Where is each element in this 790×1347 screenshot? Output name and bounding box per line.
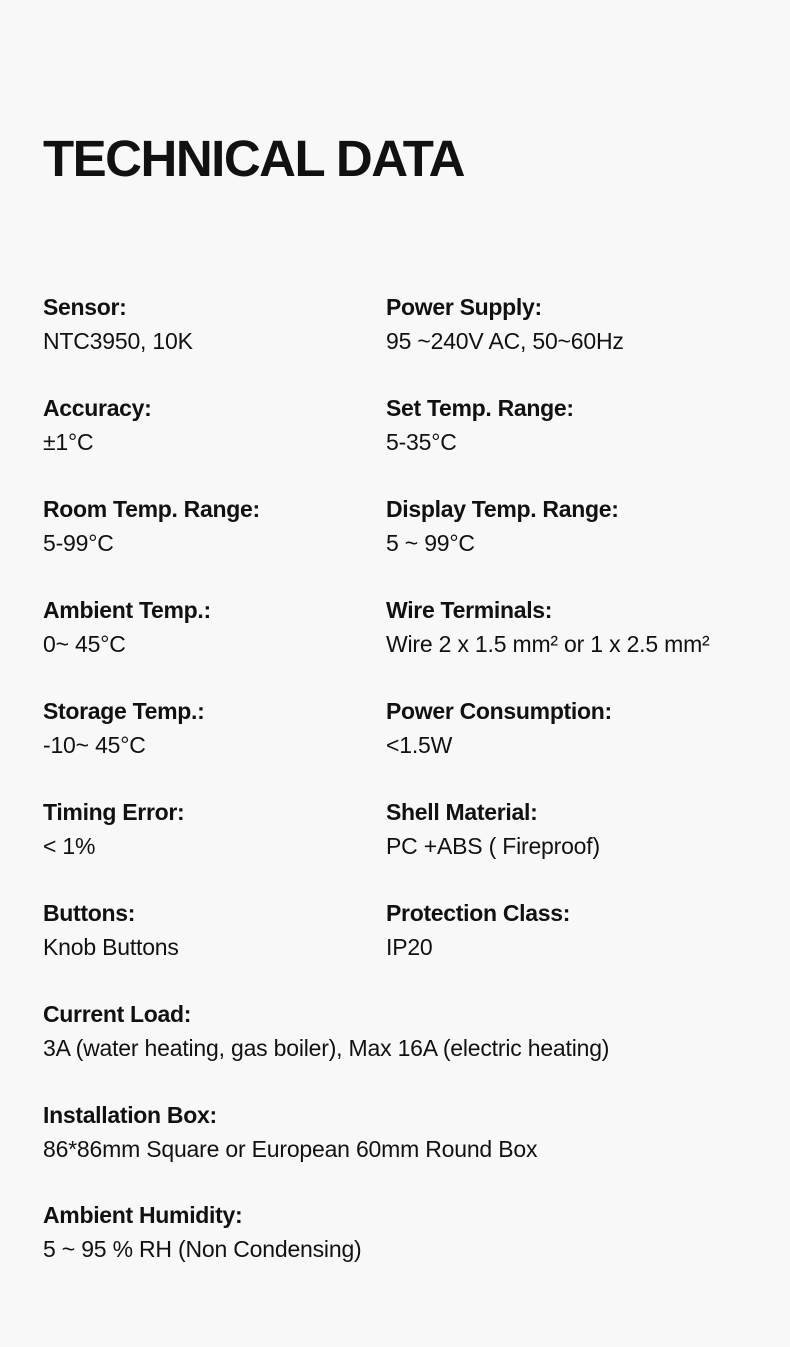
spec-label: Installation Box: xyxy=(43,1102,217,1128)
spec-label: Storage Temp.: xyxy=(43,698,205,724)
spec-value: 86*86mm Square or European 60mm Round Box xyxy=(43,1136,538,1162)
spec-label: Timing Error: xyxy=(43,799,185,825)
spec-room-temp-range xyxy=(43,493,386,594)
spec-label: Display Temp. Range: xyxy=(386,496,619,522)
spec-label: Accuracy: xyxy=(43,395,152,421)
spec-accuracy xyxy=(43,392,386,493)
spec-current-load xyxy=(43,998,773,1064)
spec-value: 5 ~ 99°C xyxy=(386,530,475,556)
spec-sensor xyxy=(43,291,386,392)
spec-timing-error xyxy=(43,796,386,897)
spec-value: 3A (water heating, gas boiler), Max 16A (electric heating) xyxy=(43,1035,610,1061)
spec-shell-material xyxy=(386,796,773,897)
spec-value: 5 ~ 95 % RH (Non Condensing) xyxy=(43,1236,362,1262)
spec-grid xyxy=(43,291,773,998)
page-title: TECHNICAL DATA xyxy=(43,130,464,187)
spec-installation-box xyxy=(43,1099,773,1165)
spec-label: Ambient Humidity: xyxy=(43,1202,243,1228)
spec-protection-class xyxy=(386,897,773,998)
spec-value: 5-35°C xyxy=(386,429,457,455)
spec-display-temp-range xyxy=(386,493,773,594)
spec-label: Current Load: xyxy=(43,1001,192,1027)
spec-value: < 1% xyxy=(43,833,96,859)
spec-value: 5-99°C xyxy=(43,530,114,556)
spec-value: <1.5W xyxy=(386,732,453,758)
spec-buttons xyxy=(43,897,386,998)
spec-value: NTC3950, 10K xyxy=(43,328,193,354)
spec-value: ±1°C xyxy=(43,429,94,455)
spec-value: 0~ 45°C xyxy=(43,631,126,657)
spec-power-supply xyxy=(386,291,773,392)
spec-label: Ambient Temp.: xyxy=(43,597,211,623)
spec-value: Knob Buttons xyxy=(43,934,179,960)
spec-label: Set Temp. Range: xyxy=(386,395,574,421)
spec-storage-temp xyxy=(43,695,386,796)
spec-label: Buttons: xyxy=(43,900,136,926)
spec-label: Wire Terminals: xyxy=(386,597,553,623)
spec-value: 95 ~240V AC, 50~60Hz xyxy=(386,328,624,354)
spec-label: Power Supply: xyxy=(386,294,542,320)
spec-label: Protection Class: xyxy=(386,900,571,926)
spec-label: Sensor: xyxy=(43,294,127,320)
spec-label: Room Temp. Range: xyxy=(43,496,260,522)
spec-set-temp-range xyxy=(386,392,773,493)
spec-label: Shell Material: xyxy=(386,799,538,825)
spec-ambient-humidity xyxy=(43,1199,773,1265)
spec-power-consumption xyxy=(386,695,773,796)
spec-label: Power Consumption: xyxy=(386,698,612,724)
spec-value: IP20 xyxy=(386,934,433,960)
spec-wire-terminals xyxy=(386,594,773,695)
spec-value: -10~ 45°C xyxy=(43,732,146,758)
spec-value: Wire 2 x 1.5 mm² or 1 x 2.5 mm² xyxy=(386,631,710,657)
spec-value: PC +ABS ( Fireproof) xyxy=(386,833,600,859)
spec-ambient-temp xyxy=(43,594,386,695)
